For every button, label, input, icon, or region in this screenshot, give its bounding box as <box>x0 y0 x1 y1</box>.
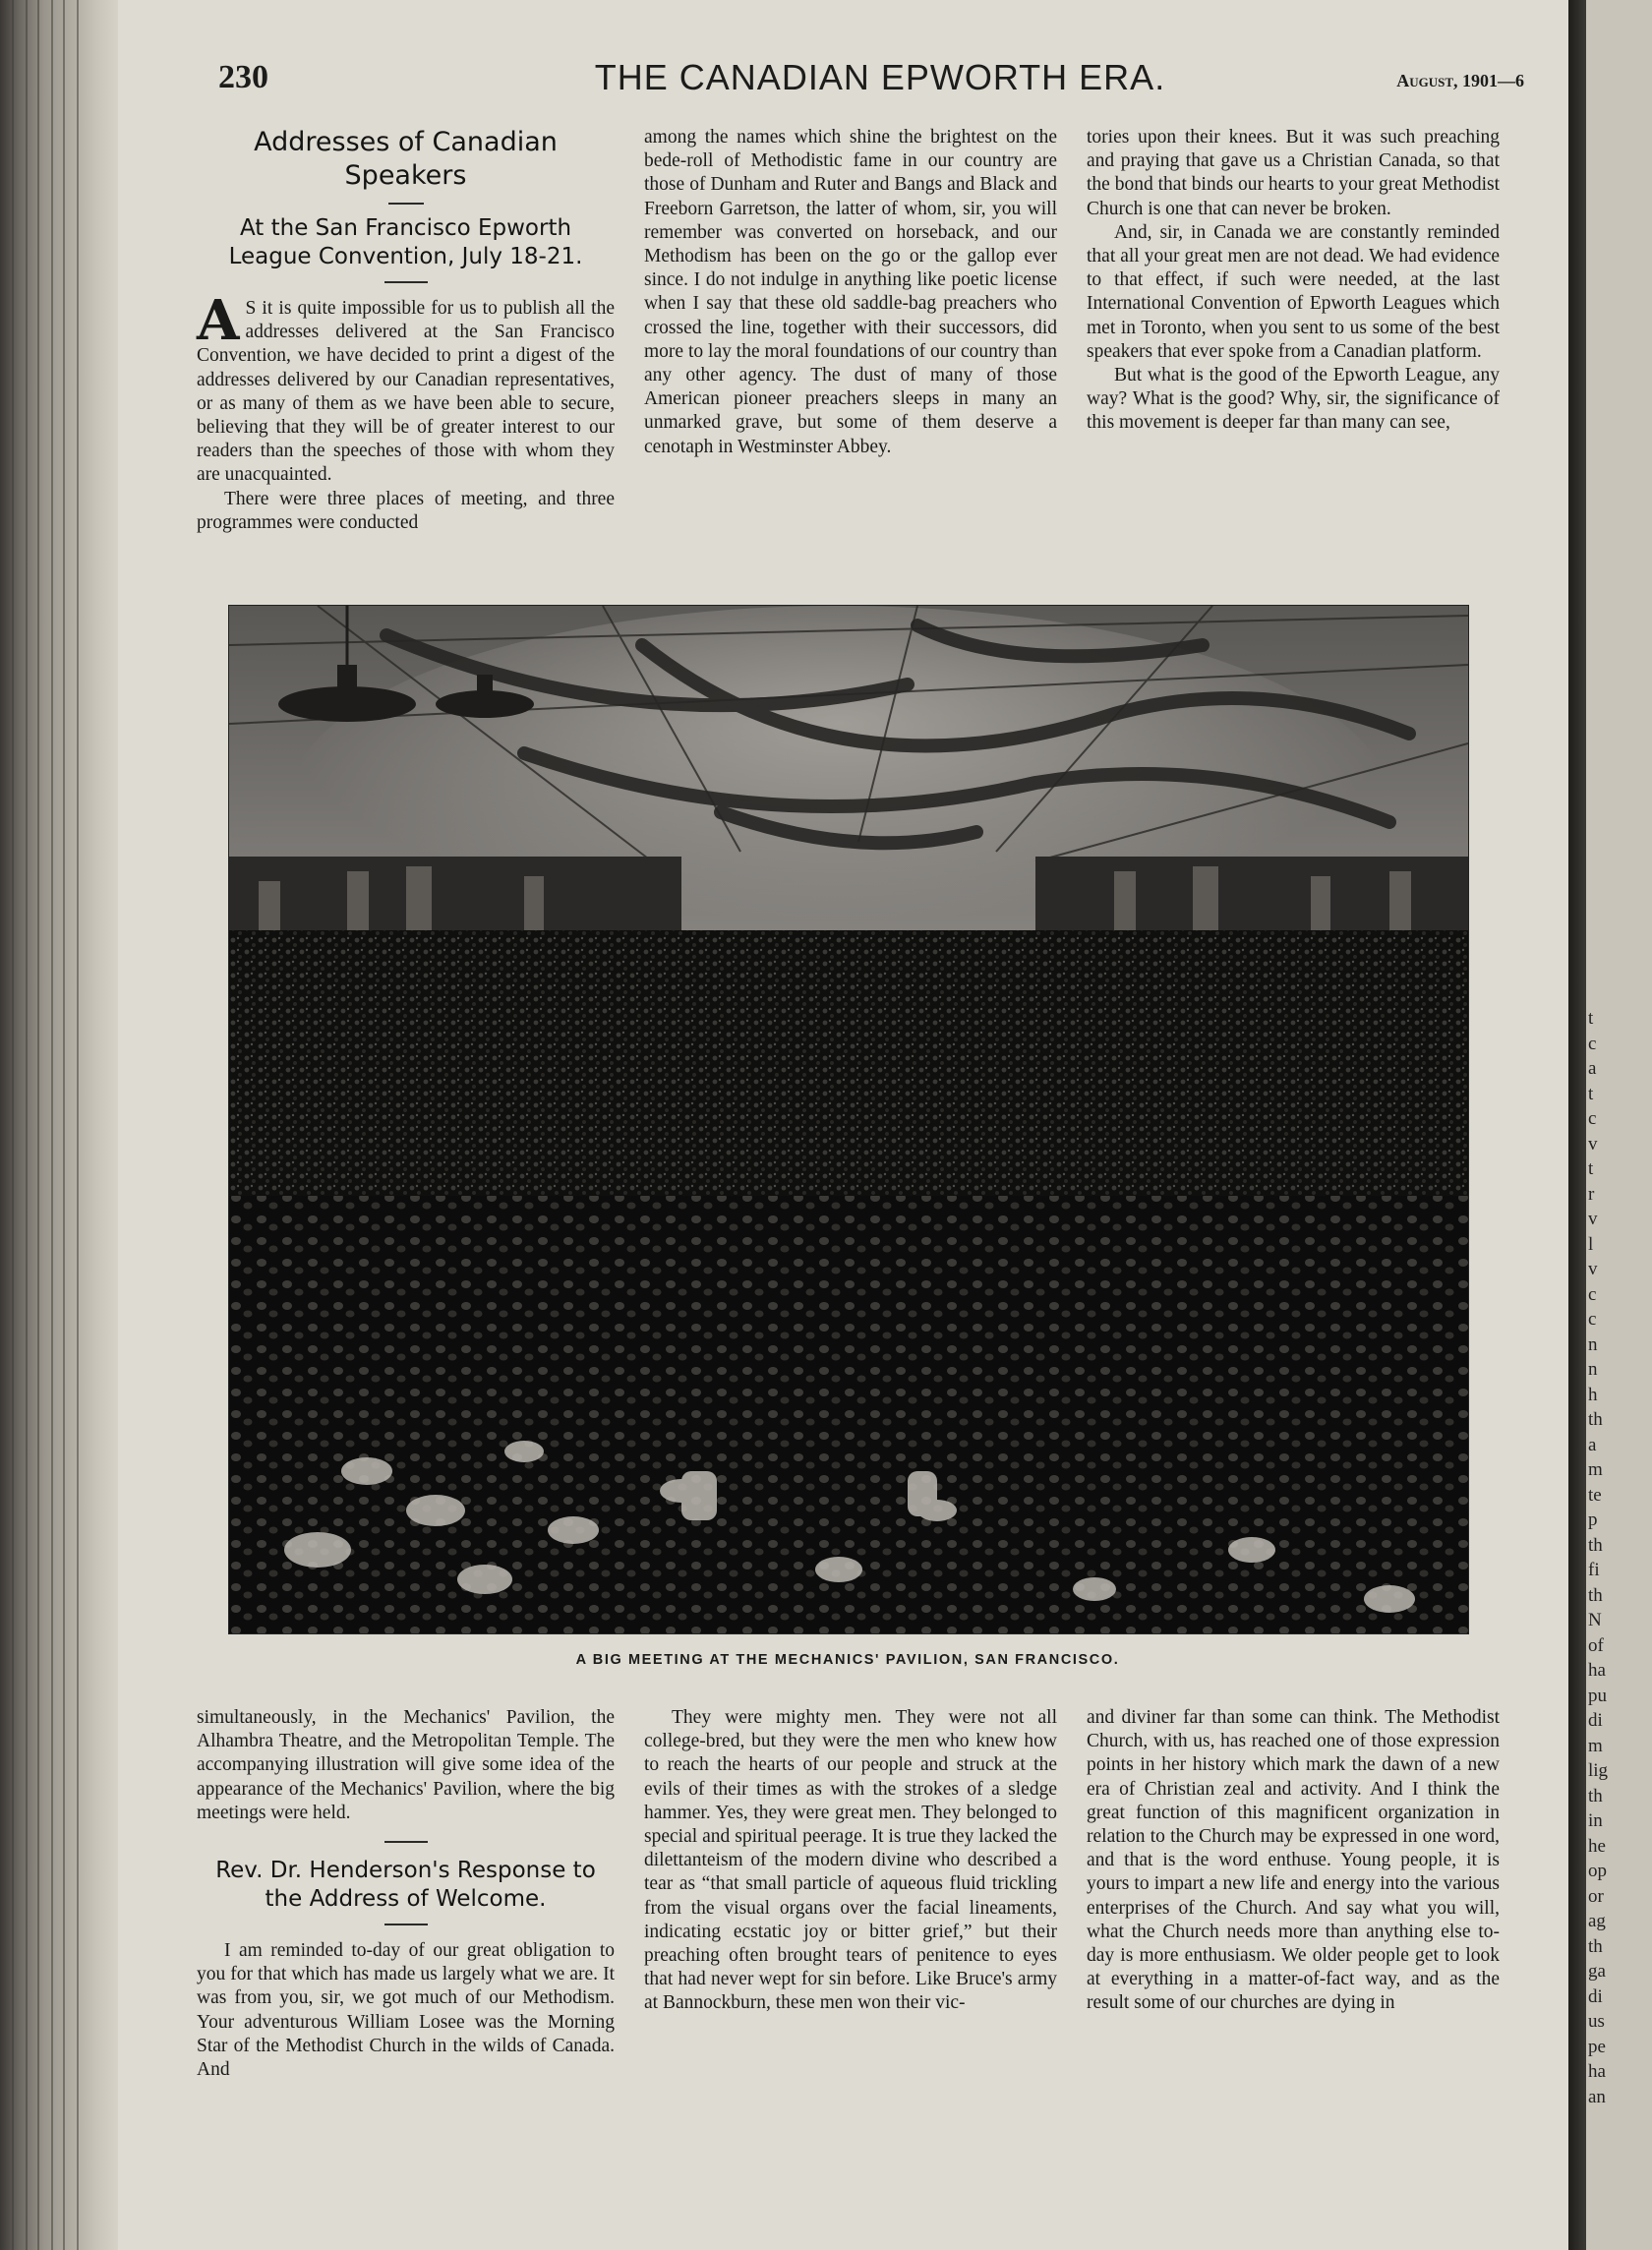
book-edge-left <box>0 0 118 2250</box>
next-page-fragment: c <box>1588 1108 1597 1129</box>
column-2-top <box>644 126 1057 459</box>
book-edge-right <box>1568 0 1652 2250</box>
next-page-fragment: a <box>1588 1434 1597 1455</box>
next-page-fragment: th <box>1588 1409 1603 1430</box>
next-page-fragment: of <box>1588 1634 1604 1656</box>
photo-caption: A BIG MEETING AT THE MECHANICS' PAVILION, SAN FRANCISCO. <box>575 1652 1120 1668</box>
next-page-fragment: th <box>1588 1584 1603 1606</box>
crowd-photo-illustration <box>229 606 1468 1633</box>
intro-paragraph: A S it is quite impossible for us to publish all the addresses delivered at the San Francisco Convention, we have decided to print a digest of the addresses delivered by our Canadian representatives, or as many of them as we have been able to secure, believing that they will be of greater interest to our readers than the speeches of those with whom they are unacquainted. <box>197 288 615 486</box>
next-page-fragment: ag <box>1588 1911 1606 1931</box>
page-header <box>197 55 1564 104</box>
page-number: 230 <box>218 59 268 95</box>
next-page-fragment: t <box>1588 1083 1594 1104</box>
next-page-fragment: an <box>1588 2086 1606 2107</box>
next-page-fragment: v <box>1588 1133 1598 1155</box>
issue-date: August, 1901—6 <box>1396 71 1524 90</box>
next-page-fragment: di <box>1588 1710 1603 1731</box>
column-1-bottom <box>197 1706 615 2082</box>
section-2-heading: Rev. Dr. Henderson's Response to the Address of Welcome. <box>215 1858 596 1913</box>
article-headline: Addresses of Canadian Speakers <box>254 127 558 191</box>
next-page-fragment: he <box>1588 1835 1606 1857</box>
next-page-fragment: v <box>1588 1259 1598 1279</box>
next-page-fragment: th <box>1588 1935 1603 1957</box>
convention-photograph <box>228 605 1469 1634</box>
next-page-fragment: th <box>1588 1534 1603 1556</box>
paragraph-places-bottom: simultaneously, in the Mechanics' Pavilion, the Alhambra Theatre, and the Metropolitan Temple. The accompanying illustration will give some idea of the appearance of the Mechanics' Pavilion, where the big meetings were held. <box>197 1707 615 1823</box>
next-page-fragment: us <box>1588 2011 1605 2032</box>
next-page-fragment: l <box>1588 1233 1594 1255</box>
next-page-fragment: c <box>1588 1283 1597 1305</box>
next-page-fragment: th <box>1588 1785 1603 1806</box>
next-page-fragment: c <box>1588 1033 1597 1054</box>
next-page-edge <box>1586 0 1652 2250</box>
next-page-fragment: n <box>1588 1333 1598 1355</box>
next-page-fragment: or <box>1588 1885 1604 1907</box>
next-page-fragment: ga <box>1588 1961 1606 1982</box>
next-page-fragment: p <box>1588 1510 1598 1530</box>
next-page-fragment: di <box>1588 1985 1603 2007</box>
next-page-fragment: t <box>1588 1008 1594 1029</box>
column-1-top <box>197 126 615 535</box>
article-subhead: At the San Francisco Epworth League Convention, July 18-21. <box>228 215 583 269</box>
next-page-fragment: in <box>1588 1810 1603 1831</box>
paragraph-col3-bottom: and diviner far than some can think. The Methodist Church, with us, has reached one of those expression points in her history which mark the dawn of a new era of Christian zeal and activity. And I think the great function of this magnificent organization in relation to the Church may be expressed in one word, and that is the word enthuse. Young people, it is yours to impart a new life and energy into the various enterprises of the Church. And say what you will, what the Church needs more than anything else to-day is more enthusiasm. We older people get to look at everything in a matter-of-fact way, and as the result some of our churches are dying in <box>1087 1707 1500 2014</box>
column-3-bottom <box>1087 1706 1500 2016</box>
paragraph-col3-top-1: tories upon their knees. But it was such preaching and praying that gave us a Christian Canada, so that the bond that binds our hearts to your great Methodist Church is one that can never be broken. <box>1087 127 1500 219</box>
next-page-fragment: h <box>1588 1384 1598 1405</box>
column-3-top <box>1087 126 1500 436</box>
section-2-paragraph-1: I am reminded to-day of our great obligation to you for that which has made us largely what we are. It was from you, sir, we got much of our Methodism. Your adventurous William Losee was the Morning Star of the Methodist Church in the wilds of Canada. And <box>197 1940 615 2081</box>
next-page-fragment: pu <box>1588 1685 1607 1706</box>
next-page-fragment: c <box>1588 1309 1597 1330</box>
paragraph-places-top: There were three places of meeting, and three programmes were conducted <box>197 488 615 533</box>
next-page-fragment: n <box>1588 1359 1598 1380</box>
next-page-fragment: op <box>1588 1861 1607 1881</box>
paragraph-col2-bottom: They were mighty men. They were not all college-bred, but they were the men who knew how to reach the hearts of our people and struck at the evils of their times as with the strokes of a sledge hammer. Yes, they were great men. They belonged to special and spiritual peerage. It is true they lacked the dilettanteism of the modern divine who described a tear as “that small particle of aqueous fluid trickling from the visual organs over the facial lineaments, indicating ecstatic joy or bitter grief,” but their preaching often brought tears of penitence to eyes that had never wept for sin before. Like Bruce's army at Bannockburn, these men won their vic- <box>644 1707 1057 2014</box>
next-page-fragment: pe <box>1588 2036 1606 2057</box>
next-page-fragment: te <box>1588 1484 1602 1506</box>
next-page-fragment: ha <box>1588 1660 1606 1681</box>
next-page-fragment: a <box>1588 1058 1597 1079</box>
next-page-fragment: lig <box>1588 1760 1609 1781</box>
next-page-fragment: r <box>1588 1183 1595 1205</box>
next-page-fragment: v <box>1588 1209 1598 1229</box>
paragraph-col3-top-3: But what is the good of the Epworth League, any way? What is the good? Why, sir, the significance of this movement is deeper far than many can see, <box>1087 365 1500 434</box>
next-page-fragment: t <box>1588 1158 1594 1179</box>
paragraph-col3-top-2: And, sir, in Canada we are constantly reminded that all your great men are not dead. We had evidence to that effect, if such were needed, at the last International Convention of Epworth Leagues which met in Toronto, when you sent to us some of the best speakers that ever spoke from a Canadian platform. <box>1087 221 1500 362</box>
next-page-fragment: N <box>1588 1610 1602 1630</box>
next-page-fragment: m <box>1588 1735 1603 1756</box>
journal-title: THE CANADIAN EPWORTH ERA. <box>594 57 1166 97</box>
next-page-fragment: m <box>1588 1459 1603 1480</box>
drop-cap: A <box>197 288 240 353</box>
column-2-bottom <box>644 1706 1057 2016</box>
next-page-fragment: fi <box>1588 1560 1600 1580</box>
next-page-fragment: ha <box>1588 2061 1606 2082</box>
paragraph-col2-top: among the names which shine the brightest on the bede-roll of Methodistic fame in our country are those of Dunham and Ruter and Bangs and Black and Freeborn Garretson, the latter of whom, sir, you will remember was converted on horseback, and our Methodism has been on the go or the gallop ever since. I do not indulge in anything like poetic license when I say that these old saddle-bag preachers who crossed the line, together with their successors, did more to lay the moral foundations of our country than any other agency. The dust of many of those American pioneer preachers sleeps in many an unmarked grave, but some of them deserve a cenotaph in Westminster Abbey. <box>644 127 1057 457</box>
